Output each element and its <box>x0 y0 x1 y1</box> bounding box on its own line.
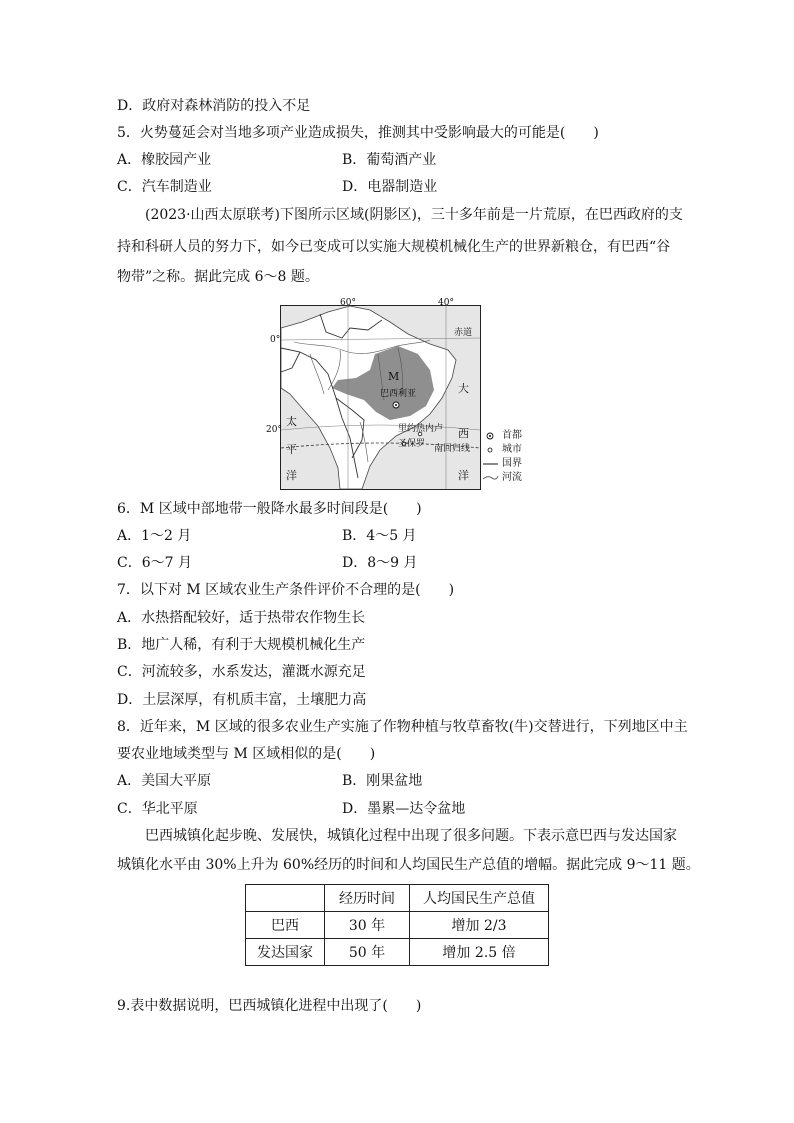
q7-stem: 7．以下对 M 区域农业生产条件评价不合理的是( ) <box>117 582 455 598</box>
q4-option-d: D．政府对森林消防的投入不足 <box>117 98 311 114</box>
label-lat-0: 0° <box>270 335 281 345</box>
legend-river: 河流 <box>502 472 522 483</box>
table-row <box>246 939 549 966</box>
label-region-m: M <box>388 370 400 383</box>
legend-city: 城市 <box>502 444 522 455</box>
label-ocean-da: 大 <box>458 382 469 395</box>
intro-9-11-line2: 城镇化水平由 30%上升为 60%经历的时间和人均国民生产总值的增幅。据此完成 9～11 题。 <box>117 857 700 873</box>
q8-option-d: D．墨累—达令盆地 <box>342 801 466 817</box>
label-lat-20: 20° <box>266 425 282 435</box>
table-header-row <box>246 885 549 912</box>
label-lon-60: 60° <box>340 298 356 308</box>
q6-option-b: B．4～5 月 <box>342 528 417 544</box>
table-cell: 50 年 <box>325 939 410 966</box>
q6-stem: 6．M 区域中部地带一般降水最多时间段是( ) <box>117 501 422 517</box>
q6-option-d: D．8～9 月 <box>342 555 418 571</box>
brazil-map <box>266 298 530 490</box>
label-ocean-yang: 洋 <box>458 469 469 482</box>
q5-option-c: C．汽车制造业 <box>117 179 212 195</box>
q5-option-d: D．电器制造业 <box>342 179 438 195</box>
q8-option-b: B．刚果盆地 <box>342 773 423 789</box>
intro-6-8-line1: (2023·山西太原联考)下图所示区域(阴影区)，三十多年前是一片荒原，在巴西政府的支 <box>145 207 683 223</box>
q6-option-a: A．1～2 月 <box>117 528 192 544</box>
table-cell: 发达国家 <box>246 939 325 966</box>
table-header-cell: 人均国民生产总值 <box>410 885 549 912</box>
label-saopaulo: 圣保罗 <box>398 439 426 449</box>
table-header-cell <box>246 885 325 912</box>
q7-option-d: D．土层深厚，有机质丰富，土壤肥力高 <box>117 692 367 708</box>
q7-option-c: C．河流较多，水系发达，灌溉水源充足 <box>117 664 366 680</box>
legend-city-symbol <box>488 448 492 452</box>
table-header-cell: 经历时间 <box>325 885 410 912</box>
q9-stem: 9.表中数据说明，巴西城镇化进程中出现了( ) <box>117 998 422 1014</box>
intro-9-11-line1: 巴西城镇化起步晚、发展快，城镇化过程中出现了很多问题。下表示意巴西与发达国家 <box>145 828 677 844</box>
q7-option-a: A．水热搭配较好，适于热带农作物生长 <box>117 610 366 626</box>
label-capital: 巴西利亚 <box>380 389 417 399</box>
q8-option-c: C．华北平原 <box>117 801 198 817</box>
table-cell: 30 年 <box>325 912 410 939</box>
label-equator: 赤道 <box>454 328 473 338</box>
q5-option-b: B．葡萄酒产业 <box>342 152 437 168</box>
label-pacific-yang: 洋 <box>286 469 297 482</box>
label-lon-40: 40° <box>438 298 454 308</box>
legend-capital: 首都 <box>502 430 522 441</box>
urbanization-table <box>245 884 549 966</box>
q5-option-a: A．橡胶园产业 <box>117 152 212 168</box>
legend-river-symbol <box>483 476 498 479</box>
q5-stem: 5．火势蔓延会对当地多项产业造成损失，推测其中受影响最大的可能是( ) <box>117 125 599 141</box>
table-cell: 巴西 <box>246 912 325 939</box>
label-pacific-ping: 平 <box>286 443 297 456</box>
legend-border: 国界 <box>502 458 522 469</box>
label-rio: 里约热内卢 <box>398 424 444 434</box>
intro-6-8-line2: 持和科研人员的努力下，如今已变成可以实施大规模机械化生产的世界新粮仓，有巴西“谷 <box>117 239 671 255</box>
label-tropic: 南回归线 <box>434 444 471 454</box>
intro-6-8-line3: 物带”之称。据此完成 6～8 题。 <box>117 269 319 285</box>
table-cell: 增加 2.5 倍 <box>410 939 549 966</box>
label-pacific-tai: 太 <box>286 415 297 428</box>
q8-stem-line1: 8．近年来，M 区域的很多农业生产实施了作物种植与牧草畜牧(牛)交替进行，下列地区中主 <box>117 719 688 735</box>
q7-option-b: B．地广人稀，有利于大规模机械化生产 <box>117 637 366 653</box>
table-row <box>246 912 549 939</box>
q6-option-c: C．6～7 月 <box>117 555 192 571</box>
q8-stem-line2: 要农业地域类型与 M 区域相似的是( ) <box>117 746 376 762</box>
label-ocean-xi: 西 <box>458 427 469 440</box>
q8-option-a: A．美国大平原 <box>117 773 212 789</box>
table-cell: 增加 2/3 <box>410 912 549 939</box>
